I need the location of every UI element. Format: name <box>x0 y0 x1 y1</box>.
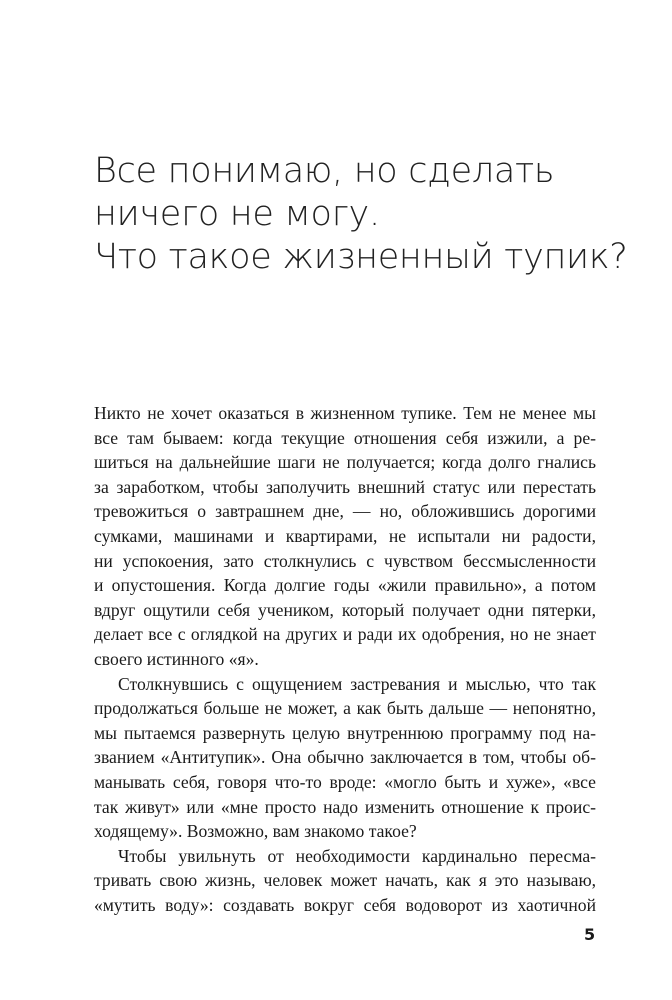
paragraph-3 <box>94 844 596 918</box>
text-line: Никто не хочет оказаться в жизненном тупике. Тем не менее мы <box>94 403 596 423</box>
text-line: ни успокоения, зато столкнулись с чувством бессмысленности <box>94 550 596 571</box>
paragraph-1 <box>94 401 596 672</box>
chapter-title-line: Все понимаю, но сделать <box>94 151 555 191</box>
text-line: вдруг ощутили себя учеником, который получает одни пятерки, <box>94 599 596 620</box>
text-line: сумками, машинами и квартирами, не испытали ни радости, <box>94 525 596 546</box>
text-line: все там бываем: когда текущие отношения себя изжили, а ре- <box>94 427 596 448</box>
chapter-title-line: ничего не могу. <box>94 194 380 234</box>
chapter-title-line: Что такое жизненный тупик? <box>94 237 628 277</box>
text-line: тривать свою жизнь, человек может начать, как я это называю, <box>94 870 596 891</box>
text-line: и опустошения. Когда долгие годы «жили правильно», а потом <box>94 575 596 596</box>
text-line: тревожиться о завтрашнем дне, — но, обложившись дорогими <box>94 501 596 522</box>
text-line: за заработком, чтобы заполучить внешний статус или перестать <box>94 476 596 497</box>
text-line: так живут» или «мне просто надо изменить отношение к проис- <box>94 796 596 817</box>
text-line: своего истинного «я». <box>94 648 259 669</box>
text-line: делает все с оглядкой на других и ради их одобрения, но не знает <box>94 624 596 645</box>
text-line: Столкнувшись с ощущением застревания и мыслью, что так <box>118 673 596 694</box>
page-number: 5 <box>584 925 596 944</box>
text-line: манывать себя, говоря что-то вроде: «могло быть и хуже», «все <box>94 771 596 792</box>
text-line: продолжаться больше не может, а как быть дальше — непонятно, <box>94 698 596 719</box>
text-line: званием «Антитупик». Она обычно заключается в том, чтобы об- <box>94 747 596 768</box>
text-line: ходящему». Возможно, вам знакомо такое? <box>94 821 417 842</box>
paragraph-2 <box>94 672 596 844</box>
chapter-title <box>94 150 654 279</box>
body-text <box>94 401 596 917</box>
text-line: шиться на дальнейшие шаги не получается; когда долго гнались <box>94 452 596 473</box>
text-line: мы пытаемся развернуть целую внутреннюю программу под на- <box>94 722 596 743</box>
text-line: «мутить воду»: создавать вокруг себя водоворот из хаотичной <box>94 894 596 915</box>
text-line: Чтобы увильнуть от необходимости кардинально пересма- <box>118 845 596 866</box>
